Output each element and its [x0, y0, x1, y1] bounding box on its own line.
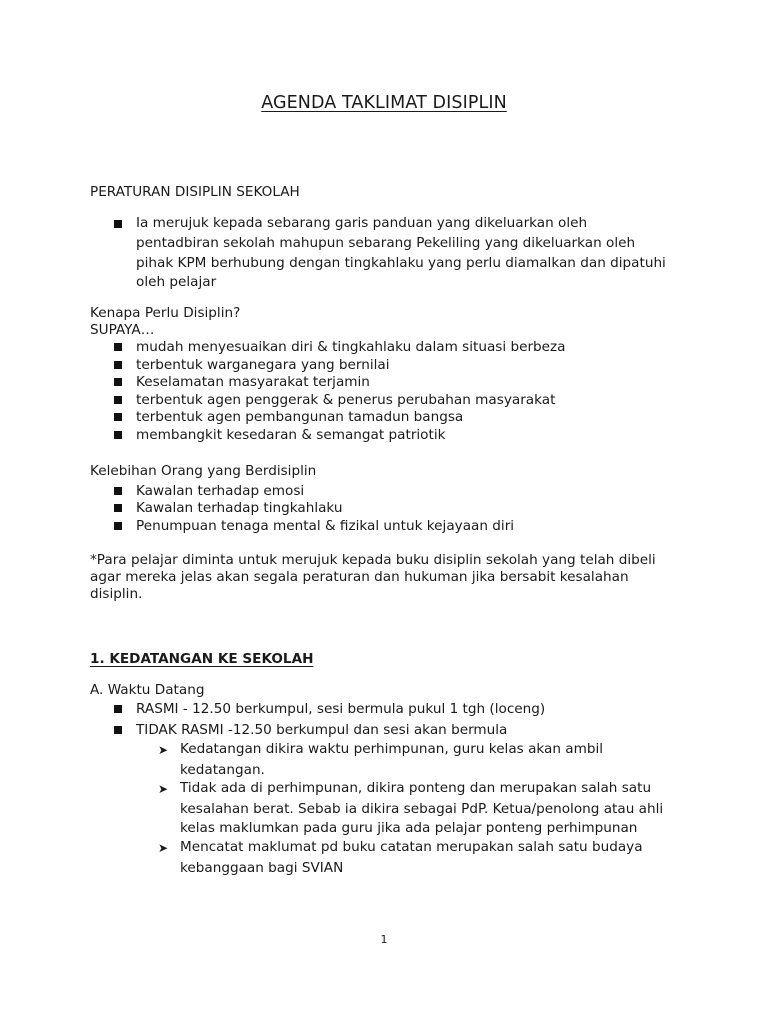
bullet-square-icon	[114, 504, 122, 512]
bullet-square-icon	[114, 378, 122, 386]
note-line: disiplin.	[90, 586, 143, 602]
arrow-bullet-icon: ➤	[158, 782, 169, 796]
sublist-line: kebanggaan bagi SVIAN	[180, 860, 344, 876]
bullet-square-icon	[114, 396, 122, 404]
list-item: terbentuk agen penggerak & penerus perubahan masyarakat	[136, 392, 556, 408]
paragraph-line: Ia merujuk kepada sebarang garis panduan yang dikeluarkan oleh	[136, 215, 588, 231]
list-item: Kawalan terhadap emosi	[136, 483, 305, 499]
bullet-square-icon	[114, 726, 122, 734]
bullet-square-icon	[114, 522, 122, 530]
paragraph-line: oleh pelajar	[136, 274, 217, 290]
bullet-square-icon	[114, 361, 122, 369]
arrow-bullet-icon: ➤	[158, 743, 169, 757]
sublist-line: kelas maklumkan pada guru jika ada pelajar ponteng perhimpunan	[180, 820, 638, 836]
list-item: RASMI - 12.50 berkumpul, sesi bermula pukul 1 tgh (loceng)	[136, 701, 546, 717]
page-title: AGENDA TAKLIMAT DISIPLIN	[261, 93, 507, 113]
arrow-bullet-icon: ➤	[158, 841, 169, 855]
sublist-line: Tidak ada di perhimpunan, dikira ponteng dan merupakan salah satu	[180, 780, 652, 796]
bullet-square-icon	[114, 487, 122, 495]
list-item: membangkit kesedaran & semangat patriotik	[136, 427, 446, 443]
note-line: agar mereka jelas akan segala peraturan dan hukuman jika bersabit kesalahan	[90, 569, 629, 585]
bullet-square-icon	[114, 431, 122, 439]
list-item: terbentuk warganegara yang bernilai	[136, 357, 390, 373]
bullet-square-icon	[114, 705, 122, 713]
sublist-line: Mencatat maklumat pd buku catatan merupakan salah satu budaya	[180, 839, 643, 855]
page-number: 1	[380, 933, 388, 946]
list-item: terbentuk agen pembangunan tamadun bangsa	[136, 409, 464, 425]
section-heading-kedatangan: 1. KEDATANGAN KE SEKOLAH	[90, 651, 314, 667]
note-line: *Para pelajar diminta untuk merujuk kepada buku disiplin sekolah yang telah dibeli	[90, 552, 656, 568]
bullet-square-icon	[114, 413, 122, 421]
section-subheading-supaya: SUPAYA…	[90, 322, 155, 338]
list-item: Keselamatan masyarakat terjamin	[136, 374, 370, 390]
sublist-line: kesalahan berat. Sebab ia dikira sebagai PdP. Ketua/penolong atau ahli	[180, 801, 664, 817]
section-heading-kelebihan: Kelebihan Orang yang Berdisiplin	[90, 463, 317, 479]
paragraph-line: pihak KPM berhubung dengan tingkahlaku yang perlu diamalkan dan dipatuhi	[136, 255, 666, 271]
section-subheading-waktu: A. Waktu Datang	[90, 682, 205, 698]
list-item: Kawalan terhadap tingkahlaku	[136, 500, 343, 516]
sublist-line: Kedatangan dikira waktu perhimpunan, guru kelas akan ambil	[180, 741, 604, 757]
list-item: TIDAK RASMI -12.50 berkumpul dan sesi akan bermula	[136, 722, 508, 738]
list-item: mudah menyesuaikan diri & tingkahlaku dalam situasi berbeza	[136, 339, 566, 355]
paragraph-line: pentadbiran sekolah mahupun sebarang Pekeliling yang dikeluarkan oleh	[136, 235, 636, 251]
list-item: Penumpuan tenaga mental & fizikal untuk kejayaan diri	[136, 518, 515, 534]
section-heading-kenapa: Kenapa Perlu Disiplin?	[90, 305, 241, 321]
bullet-square-icon	[114, 343, 122, 351]
bullet-square-icon	[114, 220, 122, 228]
section-heading-peraturan: PERATURAN DISIPLIN SEKOLAH	[90, 184, 300, 200]
sublist-line: kedatangan.	[180, 762, 265, 778]
